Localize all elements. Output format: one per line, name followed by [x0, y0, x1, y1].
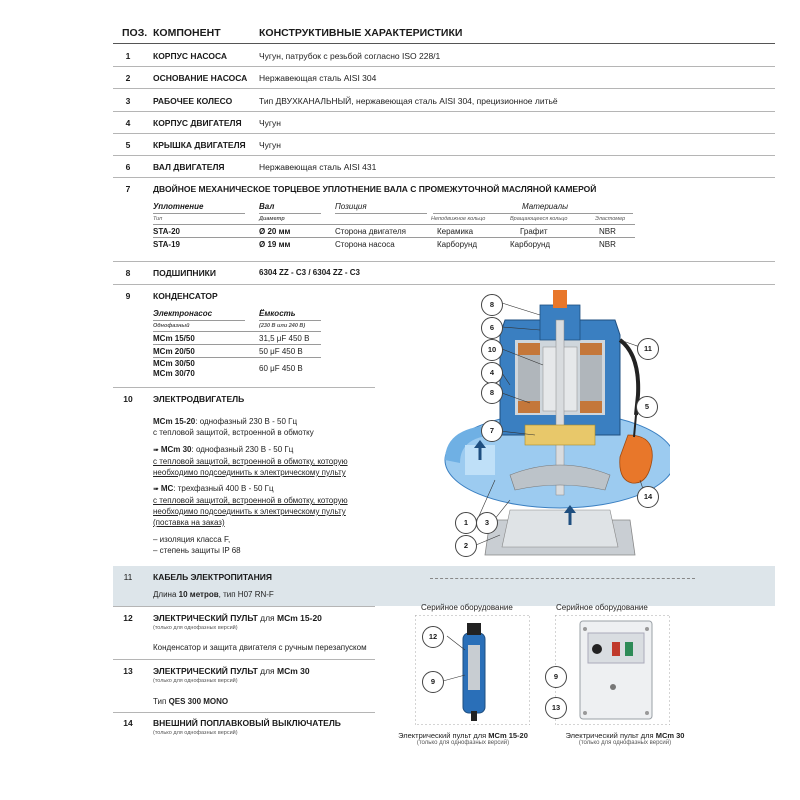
- motor-model: MC: [160, 484, 174, 493]
- seal-subrule: [433, 213, 633, 214]
- capacitor-subrule: [153, 331, 321, 332]
- row-13-panel: [113, 666, 403, 711]
- accessory-callout-13: 13: [545, 697, 567, 719]
- panel2-type: QES 300 MONO: [168, 697, 229, 706]
- capacitor-model: MCm 15/50: [153, 334, 195, 343]
- motor-text: с тепловой защитой, встроенной в обмотку, которую: [153, 457, 348, 466]
- row-rule: [113, 111, 775, 112]
- callout-7: 7: [481, 420, 503, 442]
- row-rule: [113, 261, 775, 262]
- callout-6: 6: [481, 317, 503, 339]
- motor-model: MCm 15-20: [153, 417, 196, 426]
- motor-bullet: – степень защиты IP 68: [153, 546, 241, 555]
- seal-cell: Карборунд: [510, 240, 551, 249]
- panel2-model: MCm 30: [277, 666, 310, 676]
- row-rule: [113, 387, 375, 388]
- row-rule: [113, 155, 775, 156]
- row-8-bearings: [113, 268, 775, 280]
- row-desc: Чугун: [259, 140, 281, 150]
- panel2-title-text: для: [260, 666, 278, 676]
- seal-cell: Ø 20 мм: [259, 227, 291, 236]
- row-num: 13: [123, 666, 133, 676]
- row-6: [113, 162, 775, 174]
- row-rule: [113, 177, 775, 178]
- row-rule: [113, 133, 775, 134]
- row-num: 11: [123, 572, 133, 582]
- header-characteristics: КОНСТРУКТИВНЫЕ ХАРАКТЕРИСТИКИ: [259, 27, 463, 39]
- row-2: [113, 73, 775, 85]
- callout-3: 3: [476, 512, 498, 534]
- row-desc: Нержавеющая сталь AISI 304: [259, 73, 377, 83]
- cable-length: 10 метров: [178, 590, 219, 599]
- row-rule: [113, 659, 375, 660]
- seal-cell: Сторона насоса: [335, 240, 395, 249]
- capacitor-value: 50 μF 450 В: [259, 347, 303, 356]
- callout-8: 8: [481, 294, 503, 316]
- row-component: КОРПУС НАСОСА: [153, 51, 228, 61]
- panel2-desc-text: Тип: [153, 697, 169, 706]
- row-num: 4: [125, 118, 131, 128]
- seal-cell: Графит: [520, 227, 548, 236]
- seal-cell: STA-20: [153, 227, 180, 236]
- row-component: РАБОЧЕЕ КОЛЕСО: [153, 96, 233, 106]
- row-7-seal: [113, 184, 775, 264]
- motor-paragraph-2: ➠ MCm 30: однофазный 230 В - 50 Гц с тепловой защитой, встроенной в обмотку, которую необходимо подсоединить к электрическому пульту: [153, 445, 348, 477]
- row-num: 5: [125, 140, 131, 150]
- accessories-divider: [430, 578, 695, 579]
- panel1-model: MCm 15-20: [277, 613, 322, 623]
- row-component: КРЫШКА ДВИГАТЕЛЯ: [153, 140, 246, 150]
- cable-desc: [153, 590, 274, 599]
- row-component: ЭЛЕКТРОДВИГАТЕЛЬ: [153, 394, 245, 404]
- row-9-capacitor: [113, 291, 433, 386]
- capacitor-subheader: (230 В или 240 В): [259, 323, 306, 329]
- capacitor-model: MCm 30/70: [153, 369, 195, 378]
- row-rule: [113, 66, 775, 67]
- row-3: [113, 96, 775, 108]
- seal-subrule: [153, 213, 245, 214]
- row-desc: Тип ДВУХКАНАЛЬНЫЙ, нержавеющая сталь AISI 304, прецизионное литьё: [259, 96, 558, 106]
- caption-model: MCm 30: [655, 731, 685, 740]
- seal-subheader: Диаметр: [259, 216, 285, 222]
- row-1: [113, 51, 775, 63]
- seal-header-type: Уплотнение: [153, 202, 204, 211]
- pump-cutaway-diagram: [440, 285, 670, 575]
- caption-panel-1: [383, 731, 543, 746]
- standard-equipment-label-2: Серийное оборудование: [556, 603, 648, 612]
- panel2-title-text: ЭЛЕКТРИЧЕСКИЙ ПУЛЬТ: [153, 666, 261, 676]
- callout-11: 11: [637, 338, 659, 360]
- seal-subrule: [153, 224, 635, 225]
- motor-bullet: – изоляция класса F,: [153, 535, 231, 544]
- seal-cell: Карборунд: [437, 240, 478, 249]
- capacitor-model: MCm 20/50: [153, 347, 195, 356]
- seal-subheader: Неподвижное кольцо: [431, 216, 486, 222]
- row-num: 3: [125, 96, 131, 106]
- callout-8b: 8: [481, 382, 503, 404]
- motor-text: : однофазный 230 В - 50 Гц: [191, 445, 294, 454]
- header-pos: ПОЗ.: [122, 27, 148, 39]
- panel1-desc: Конденсатор и защита двигателя с ручным перезапуском: [153, 643, 367, 652]
- panel2-title: [153, 666, 310, 676]
- float-note: (только для однофазных версий): [153, 730, 238, 736]
- seal-cell: Ø 19 мм: [259, 240, 291, 249]
- row-11-cable: [113, 572, 775, 604]
- row-num: 7: [125, 184, 131, 194]
- capacitor-value: 31,5 μF 450 В: [259, 334, 310, 343]
- panel1-title: [153, 613, 322, 623]
- row-component: КОРПУС ДВИГАТЕЛЯ: [153, 118, 242, 128]
- capacitor-subrule: [153, 344, 321, 345]
- capacitor-model: MCm 30/50: [153, 359, 195, 368]
- capacitor-header-capacity: Ёмкость: [259, 309, 296, 318]
- callout-2: 2: [455, 535, 477, 557]
- header-component: КОМПОНЕНТ: [153, 27, 221, 39]
- capacitor-subrule: [153, 357, 321, 358]
- row-rule: [113, 606, 375, 607]
- motor-model: MCm 30: [160, 445, 192, 454]
- seal-cell: NBR: [599, 240, 616, 249]
- row-num: 2: [125, 73, 131, 83]
- row-num: 9: [125, 291, 131, 301]
- row-10-motor: [113, 394, 413, 564]
- row-component: КАБЕЛЬ ЭЛЕКТРОПИТАНИЯ: [153, 572, 273, 582]
- motor-text: с тепловой защитой, встроенной в обмотку, которую: [153, 496, 348, 505]
- row-num: 8: [125, 268, 131, 278]
- row-component: ОСНОВАНИЕ НАСОСА: [153, 73, 248, 83]
- capacitor-header-pump: Электронасос: [153, 309, 213, 318]
- cable-desc-text: , тип H07 RN-F: [218, 590, 274, 599]
- row-12-panel: [113, 613, 403, 658]
- row-component: ПОДШИПНИКИ: [153, 268, 216, 278]
- accessory-callout-9b: 9: [545, 666, 567, 688]
- seal-header-shaft: Вал: [259, 202, 275, 211]
- bearings-value: 6304 ZZ - C3 / 6304 ZZ - C3: [259, 268, 360, 277]
- row-component: КОНДЕНСАТОР: [153, 291, 218, 301]
- row-num: 12: [123, 613, 133, 623]
- motor-bullets: [153, 534, 241, 556]
- caption-note: (только для однофазных версий): [416, 740, 510, 746]
- row-desc: Чугун, патрубок с резьбой согласно ISO 228/1: [259, 51, 441, 61]
- seal-cell: Сторона двигателя: [335, 227, 406, 236]
- panel2-desc: [153, 697, 228, 706]
- seal-subheader: Вращающееся кольцо: [510, 216, 568, 222]
- caption-panel-2: [550, 731, 700, 746]
- row-rule: [113, 712, 375, 713]
- motor-text: необходимо подсоединить к электрическому пульту: [153, 468, 346, 477]
- callout-5: 5: [636, 396, 658, 418]
- row-num: 14: [123, 718, 133, 728]
- caption-text: Электрический пульт для: [565, 731, 656, 740]
- standard-equipment-label-1: Серийное оборудование: [421, 603, 513, 612]
- motor-text: : однофазный 230 В - 50 Гц: [195, 417, 298, 426]
- seal-subrule: [335, 213, 427, 214]
- seal-cell: STA-19: [153, 240, 180, 249]
- seal-cell: Керамика: [437, 227, 474, 236]
- seal-header-position: Позиция: [335, 202, 367, 211]
- row-5: [113, 140, 775, 152]
- accessory-callout-12: 12: [422, 626, 444, 648]
- capacitor-value: 60 μF 450 В: [259, 364, 303, 373]
- caption-note: (только для однофазных версий): [578, 740, 672, 746]
- panel1-title-text: для: [260, 613, 278, 623]
- row-14-float: [113, 718, 403, 743]
- qes-panel-image: [555, 615, 670, 725]
- callout-1: 1: [455, 512, 477, 534]
- motor-paragraph-1: [153, 416, 413, 438]
- panel1-note: (только для однофазных версий): [153, 625, 238, 631]
- capacitor-subheader: Однофазный: [153, 323, 190, 329]
- seal-cell: NBR: [599, 227, 616, 236]
- row-num: 6: [125, 162, 131, 172]
- seal-title: ДВОЙНОЕ МЕХАНИЧЕСКОЕ ТОРЦЕВОЕ УПЛОТНЕНИЕ ВАЛА С ПРОМЕЖУТОЧНОЙ МАСЛЯНОЙ КАМЕРОЙ: [153, 184, 597, 194]
- header-rule: [113, 43, 775, 44]
- capacitor-subrule: [153, 320, 245, 321]
- seal-subrule: [259, 213, 321, 214]
- callout-4: 4: [481, 362, 503, 384]
- motor-paragraph-3: ➠ MC: трехфазный 400 В - 50 Гц с тепловой защитой, встроенной в обмотку, которую необходимо подсоединить к электрическому пульту (поставка на заказ): [153, 484, 348, 527]
- callout-14: 14: [637, 486, 659, 508]
- callout-10: 10: [481, 339, 503, 361]
- row-rule: [113, 88, 775, 89]
- row-component: ВАЛ ДВИГАТЕЛЯ: [153, 162, 225, 172]
- panel2-note: (только для однофазных версий): [153, 678, 238, 684]
- seal-subheader: Эластомер: [595, 216, 626, 222]
- motor-text: с тепловой защитой, встроенной в обмотку: [153, 428, 314, 437]
- capacitor-subrule: [259, 320, 321, 321]
- row-num: 10: [123, 394, 133, 404]
- motor-text: : трехфазный 400 В - 50 Гц: [173, 484, 274, 493]
- motor-text: (поставка на заказ): [153, 518, 225, 527]
- panel1-title-text: ЭЛЕКТРИЧЕСКИЙ ПУЛЬТ: [153, 613, 261, 623]
- seal-subrule: [153, 237, 635, 238]
- row-num: 1: [125, 51, 131, 61]
- row-4: [113, 118, 775, 130]
- caption-model: MCm 15-20: [488, 731, 528, 740]
- row-desc: Нержавеющая сталь AISI 431: [259, 162, 377, 172]
- row-component: ВНЕШНИЙ ПОПЛАВКОВЫЙ ВЫКЛЮЧАТЕЛЬ: [153, 718, 341, 728]
- row-desc: Чугун: [259, 118, 281, 128]
- seal-header-materials: Материалы: [522, 202, 568, 211]
- motor-text: необходимо подсоединить к электрическому пульту: [153, 507, 346, 516]
- seal-subheader: Тип: [153, 216, 163, 222]
- cable-desc-text: Длина: [153, 590, 179, 599]
- accessory-callout-9: 9: [422, 671, 444, 693]
- caption-text: Электрический пульт для: [398, 731, 489, 740]
